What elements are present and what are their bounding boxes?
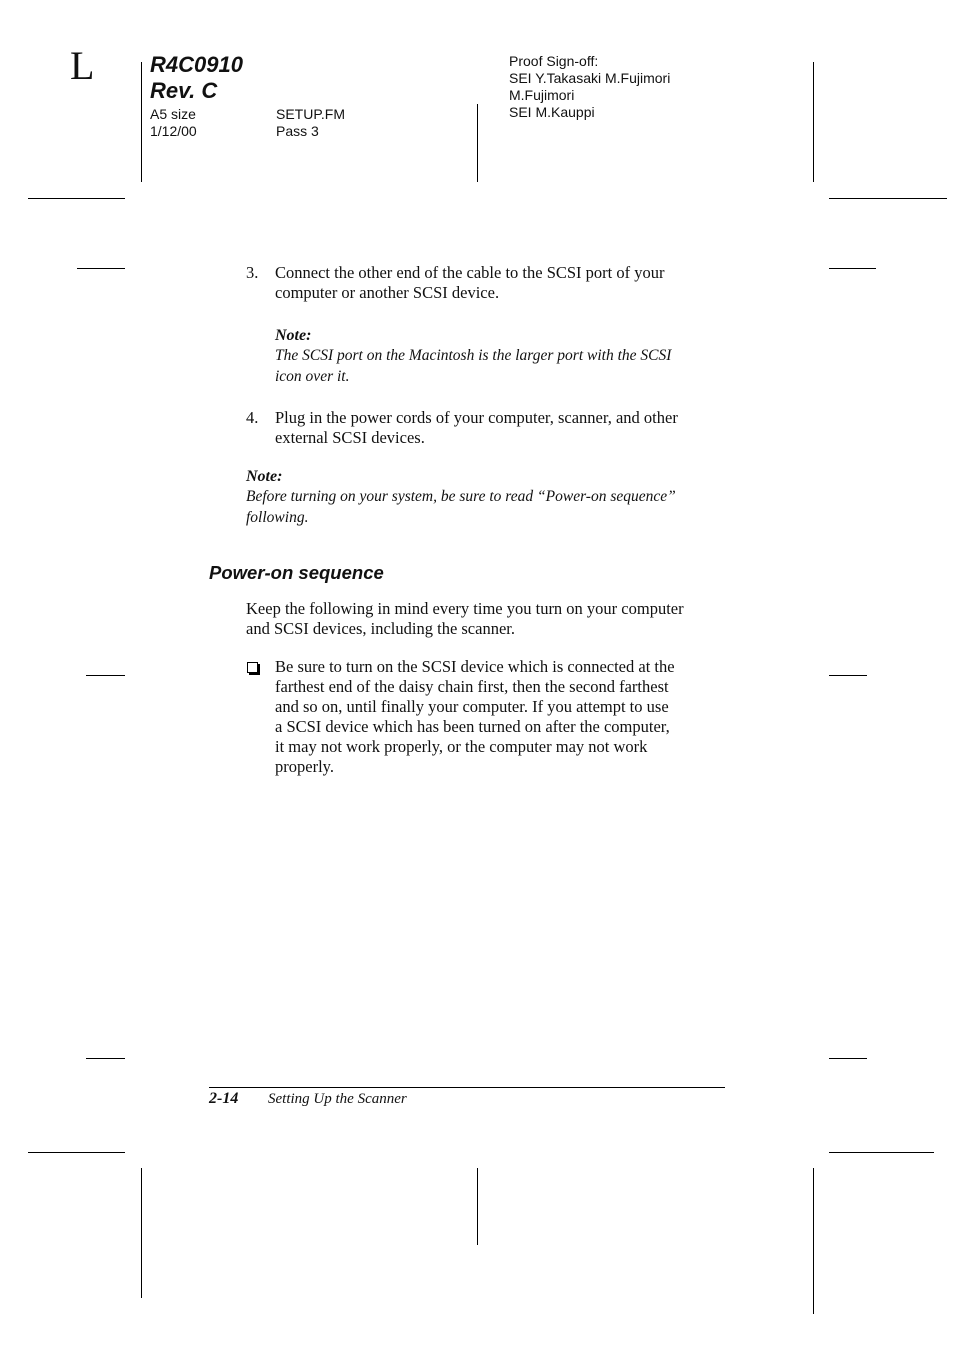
text-line: Be sure to turn on the SCSI device which is connected at the	[275, 657, 675, 676]
pass-number: Pass 3	[276, 123, 319, 139]
bullet-text	[275, 657, 675, 777]
trim-mark-left-lower	[86, 1058, 125, 1059]
crop-mark-top-right-vertical	[813, 62, 814, 182]
trim-mark-right-middle	[829, 675, 867, 676]
step-3-number: 3.	[246, 263, 259, 282]
chapter-title: Setting Up the Scanner	[268, 1091, 407, 1107]
text-line: Keep the following in mind every time you turn on your computer	[246, 599, 684, 618]
note-2-text	[246, 486, 676, 528]
checkbox-bullet-icon	[247, 662, 258, 673]
text-line: external SCSI devices.	[275, 428, 425, 447]
step-3-text	[275, 263, 665, 303]
intro-paragraph	[246, 599, 684, 639]
text-line: and so on, until finally your computer. If you attempt to use	[275, 697, 669, 716]
crop-mark-top-center-vertical	[477, 104, 478, 182]
step-4-text	[275, 408, 678, 448]
corner-letter: L	[70, 43, 95, 88]
size-date-block	[150, 106, 197, 140]
crop-mark-top-left-horizontal	[28, 198, 125, 199]
text-line: properly.	[275, 757, 334, 776]
trim-mark-right-lower	[829, 1058, 867, 1059]
page-size: A5 size	[150, 106, 196, 122]
proof-line: SEI M.Kauppi	[509, 104, 595, 120]
proof-line: SEI Y.Takasaki M.Fujimori	[509, 70, 671, 86]
note-2-label: Note:	[246, 468, 283, 485]
text-line: Before turning on your system, be sure to read “Power-on sequence”	[246, 488, 676, 505]
step-4-number: 4.	[246, 408, 259, 427]
text-line: The SCSI port on the Macintosh is the larger port with the SCSI	[275, 347, 672, 364]
model-block	[150, 52, 243, 104]
trim-mark-left-middle	[86, 675, 125, 676]
proof-line: M.Fujimori	[509, 87, 575, 103]
trim-mark-left-upper	[77, 268, 125, 269]
text-line: computer or another SCSI device.	[275, 283, 500, 302]
crop-mark-bottom-left-horizontal	[28, 1152, 125, 1153]
date: 1/12/00	[150, 123, 197, 139]
text-line: it may not work properly, or the computer may not work	[275, 737, 648, 756]
text-line: a SCSI device which has been turned on after the computer,	[275, 717, 670, 736]
revision: Rev. C	[150, 78, 218, 103]
text-line: farthest end of the daisy chain first, then the second farthest	[275, 677, 669, 696]
note-1-text	[275, 345, 671, 387]
text-line: Connect the other end of the cable to the SCSI port of your	[275, 263, 665, 282]
crop-mark-bottom-right-vertical	[813, 1168, 814, 1314]
proof-line: Proof Sign-off:	[509, 53, 599, 69]
section-heading: Power-on sequence	[209, 562, 384, 583]
file-name: SETUP.FM	[276, 106, 345, 122]
crop-mark-top-left-vertical	[141, 62, 142, 182]
crop-mark-bottom-center-vertical	[477, 1168, 478, 1245]
page-number: 2-14	[209, 1090, 239, 1107]
text-line: Plug in the power cords of your computer, scanner, and other	[275, 408, 678, 427]
proof-signoff-block	[509, 53, 670, 121]
crop-mark-top-right-horizontal	[829, 198, 947, 199]
note-1-label: Note:	[275, 327, 312, 344]
text-line: following.	[246, 509, 309, 526]
file-pass-block	[276, 106, 345, 140]
trim-mark-right-upper	[829, 268, 876, 269]
model-number: R4C0910	[150, 52, 243, 77]
footer-rule	[209, 1087, 725, 1088]
text-line: and SCSI devices, including the scanner.	[246, 619, 515, 638]
text-line: icon over it.	[275, 368, 350, 385]
crop-mark-bottom-left-vertical	[141, 1168, 142, 1298]
crop-mark-bottom-right-horizontal	[829, 1152, 934, 1153]
